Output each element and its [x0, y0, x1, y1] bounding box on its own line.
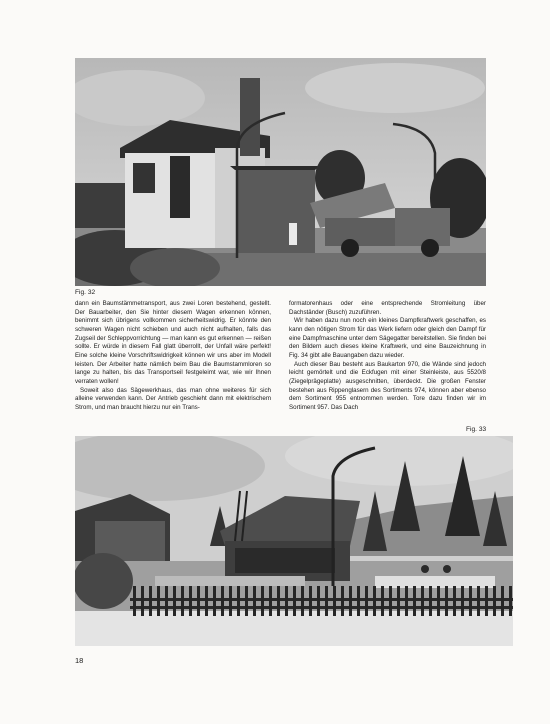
paragraph: Auch dieser Bau besteht aus Baukarton 970, die Wände sind jedoch leicht gemörtelt und die Eckfugen mit einer Steinleiste, aus 5520/8 (Ziegelprägeplatte) ausgeschnitten, überdeckt. Die großen Fenster bestehen aus Rippenglasern des Sortiments 974, können aber ebenso dem Sortiment 955 entnommen werden. Tore dazu finden wir im Sortiment 957. Das Dach	[289, 360, 486, 411]
figure-33-caption: Fig. 33	[466, 426, 487, 433]
text-column-right	[289, 300, 486, 413]
page-number: 18	[75, 656, 84, 665]
figure-32-caption: Fig. 32	[75, 289, 96, 296]
paragraph: dann ein Baumstämmetransport, aus zwei Loren bestehend, gestellt. Der Bauarbeiter, den Sie hinter diesem Wagen erkennen können, benimmt sich übrigens vollkommen sicherheitswidrig. Er könnte den schweren Wagen nicht schieben und auch nicht aufhalten, falls das Zugseil der Schleppvorrichtung — man kann es gut erkennen — reißen sollte. Er würde in diesem Fall glatt überrollt, der Unfall wäre perfekt! Eine solche kleine Vorschriftswidrigkeit können wir uns aber im Modell leisten. Der Arbeiter hatte nämlich beim Bau die Baumstammloren so lange zu halten, bis das Transportseil festgeleimt war, wie wir Ihnen verraten wollen!	[75, 300, 271, 385]
figure-33-image	[75, 436, 513, 646]
figure-33-photo	[75, 436, 513, 646]
paragraph: Soweit also das Sägewerkhaus, das man ohne weiteres für sich alleine verwenden kann. Der Antrieb geschieht dann mit elektrischem Strom, und man braucht hierzu nur ein Trans-	[75, 386, 271, 411]
paragraph: formatorenhaus oder eine entsprechende Stromleitung über Dachständer (Busch) zuzuführen.	[289, 300, 486, 316]
figure-32-image	[75, 58, 486, 286]
paragraph: Wir haben dazu nun noch ein kleines Dampfkraftwerk geschaffen, es kann den nötigen Strom für das Werk liefern oder gleich den Dampf für eine Dampfmaschine unter dem Sägegatter bereitstellen. Sie finden bei den Bildern auch dieses kleine Kraftwerk, und eine Bauzeichnung in Fig. 34 gibt alle Bauangaben dazu wieder.	[289, 317, 486, 359]
figure-32-photo	[75, 58, 486, 286]
text-column-left	[75, 300, 271, 413]
